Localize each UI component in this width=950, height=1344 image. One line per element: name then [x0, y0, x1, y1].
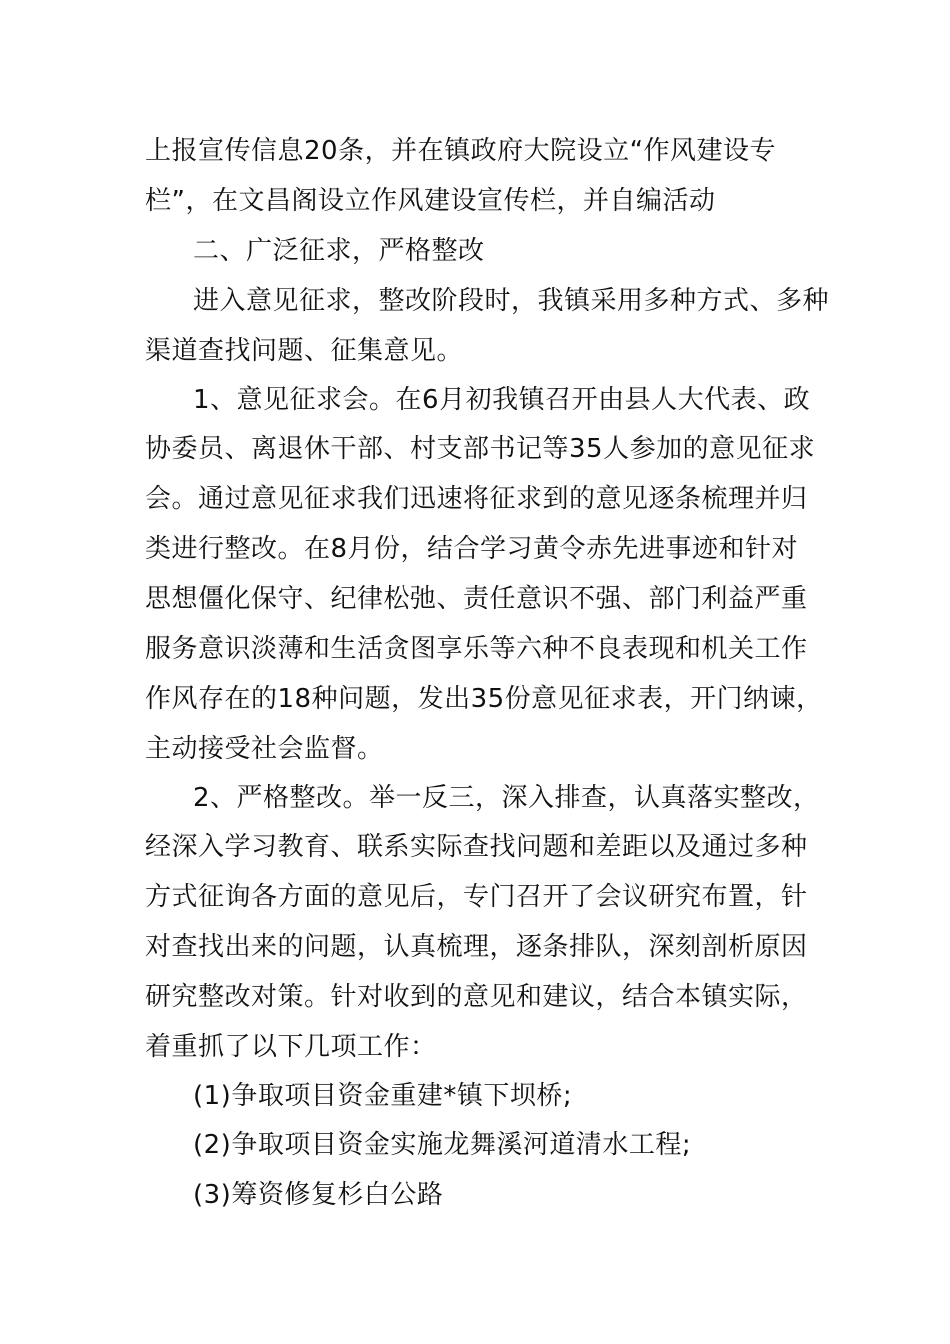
list-item: (2)争取项目资金实施龙舞溪河道清水工程;: [193, 1130, 692, 1160]
text-line: 渠道查找问题、征集意见。: [145, 336, 464, 366]
text-line: 进入意见征求，整改阶段时，我镇采用多种方式、多种: [193, 286, 830, 316]
text-line: 栏”，在文昌阁设立作风建设宣传栏，并自编活动: [145, 186, 716, 216]
text-line: 2、严格整改。举一反三，深入排查，认真落实整改，: [193, 783, 820, 813]
list-item: (1)争取项目资金重建*镇下坝桥;: [193, 1081, 573, 1111]
text-line: 主动接受社会监督。: [145, 734, 384, 764]
text-line: 作风存在的18种问题，发出35份意见征求表，开门纳谏，: [145, 684, 823, 714]
text-line: 会。通过意见征求我们迅速将征求到的意见逐条梳理并归: [145, 484, 808, 514]
text-line: 类进行整改。在8月份，结合学习黄令赤先进事迹和针对: [145, 534, 799, 564]
text-line: 思想僵化保守、纪律松弛、责任意识不强、部门利益严重: [145, 584, 808, 614]
list-item: (3)筹资修复杉白公路: [193, 1180, 444, 1210]
text-line: 协委员、离退休干部、村支部书记等35人参加的意见征求: [145, 434, 816, 464]
text-line: 着重抓了以下几项工作：: [145, 1032, 437, 1062]
text-line: 研究整改对策。针对收到的意见和建议，结合本镇实际，: [145, 982, 808, 1012]
text-line: 方式征询各方面的意见后，专门召开了会议研究布置，针: [145, 882, 808, 912]
text-line: 服务意识淡薄和生活贪图享乐等六种不良表现和机关工作: [145, 634, 808, 664]
text-line: 对查找出来的问题，认真梳理，逐条排队，深刻剖析原因: [145, 932, 808, 962]
text-line: 上报宣传信息20条，并在镇政府大院设立“作风建设专: [145, 136, 777, 166]
section-heading: 二、广泛征求，严格整改: [193, 236, 485, 266]
text-line: 经深入学习教育、联系实际查找问题和差距以及通过多种: [145, 832, 808, 862]
text-line: 1、意见征求会。在6月初我镇召开由县人大代表、政: [193, 385, 811, 415]
